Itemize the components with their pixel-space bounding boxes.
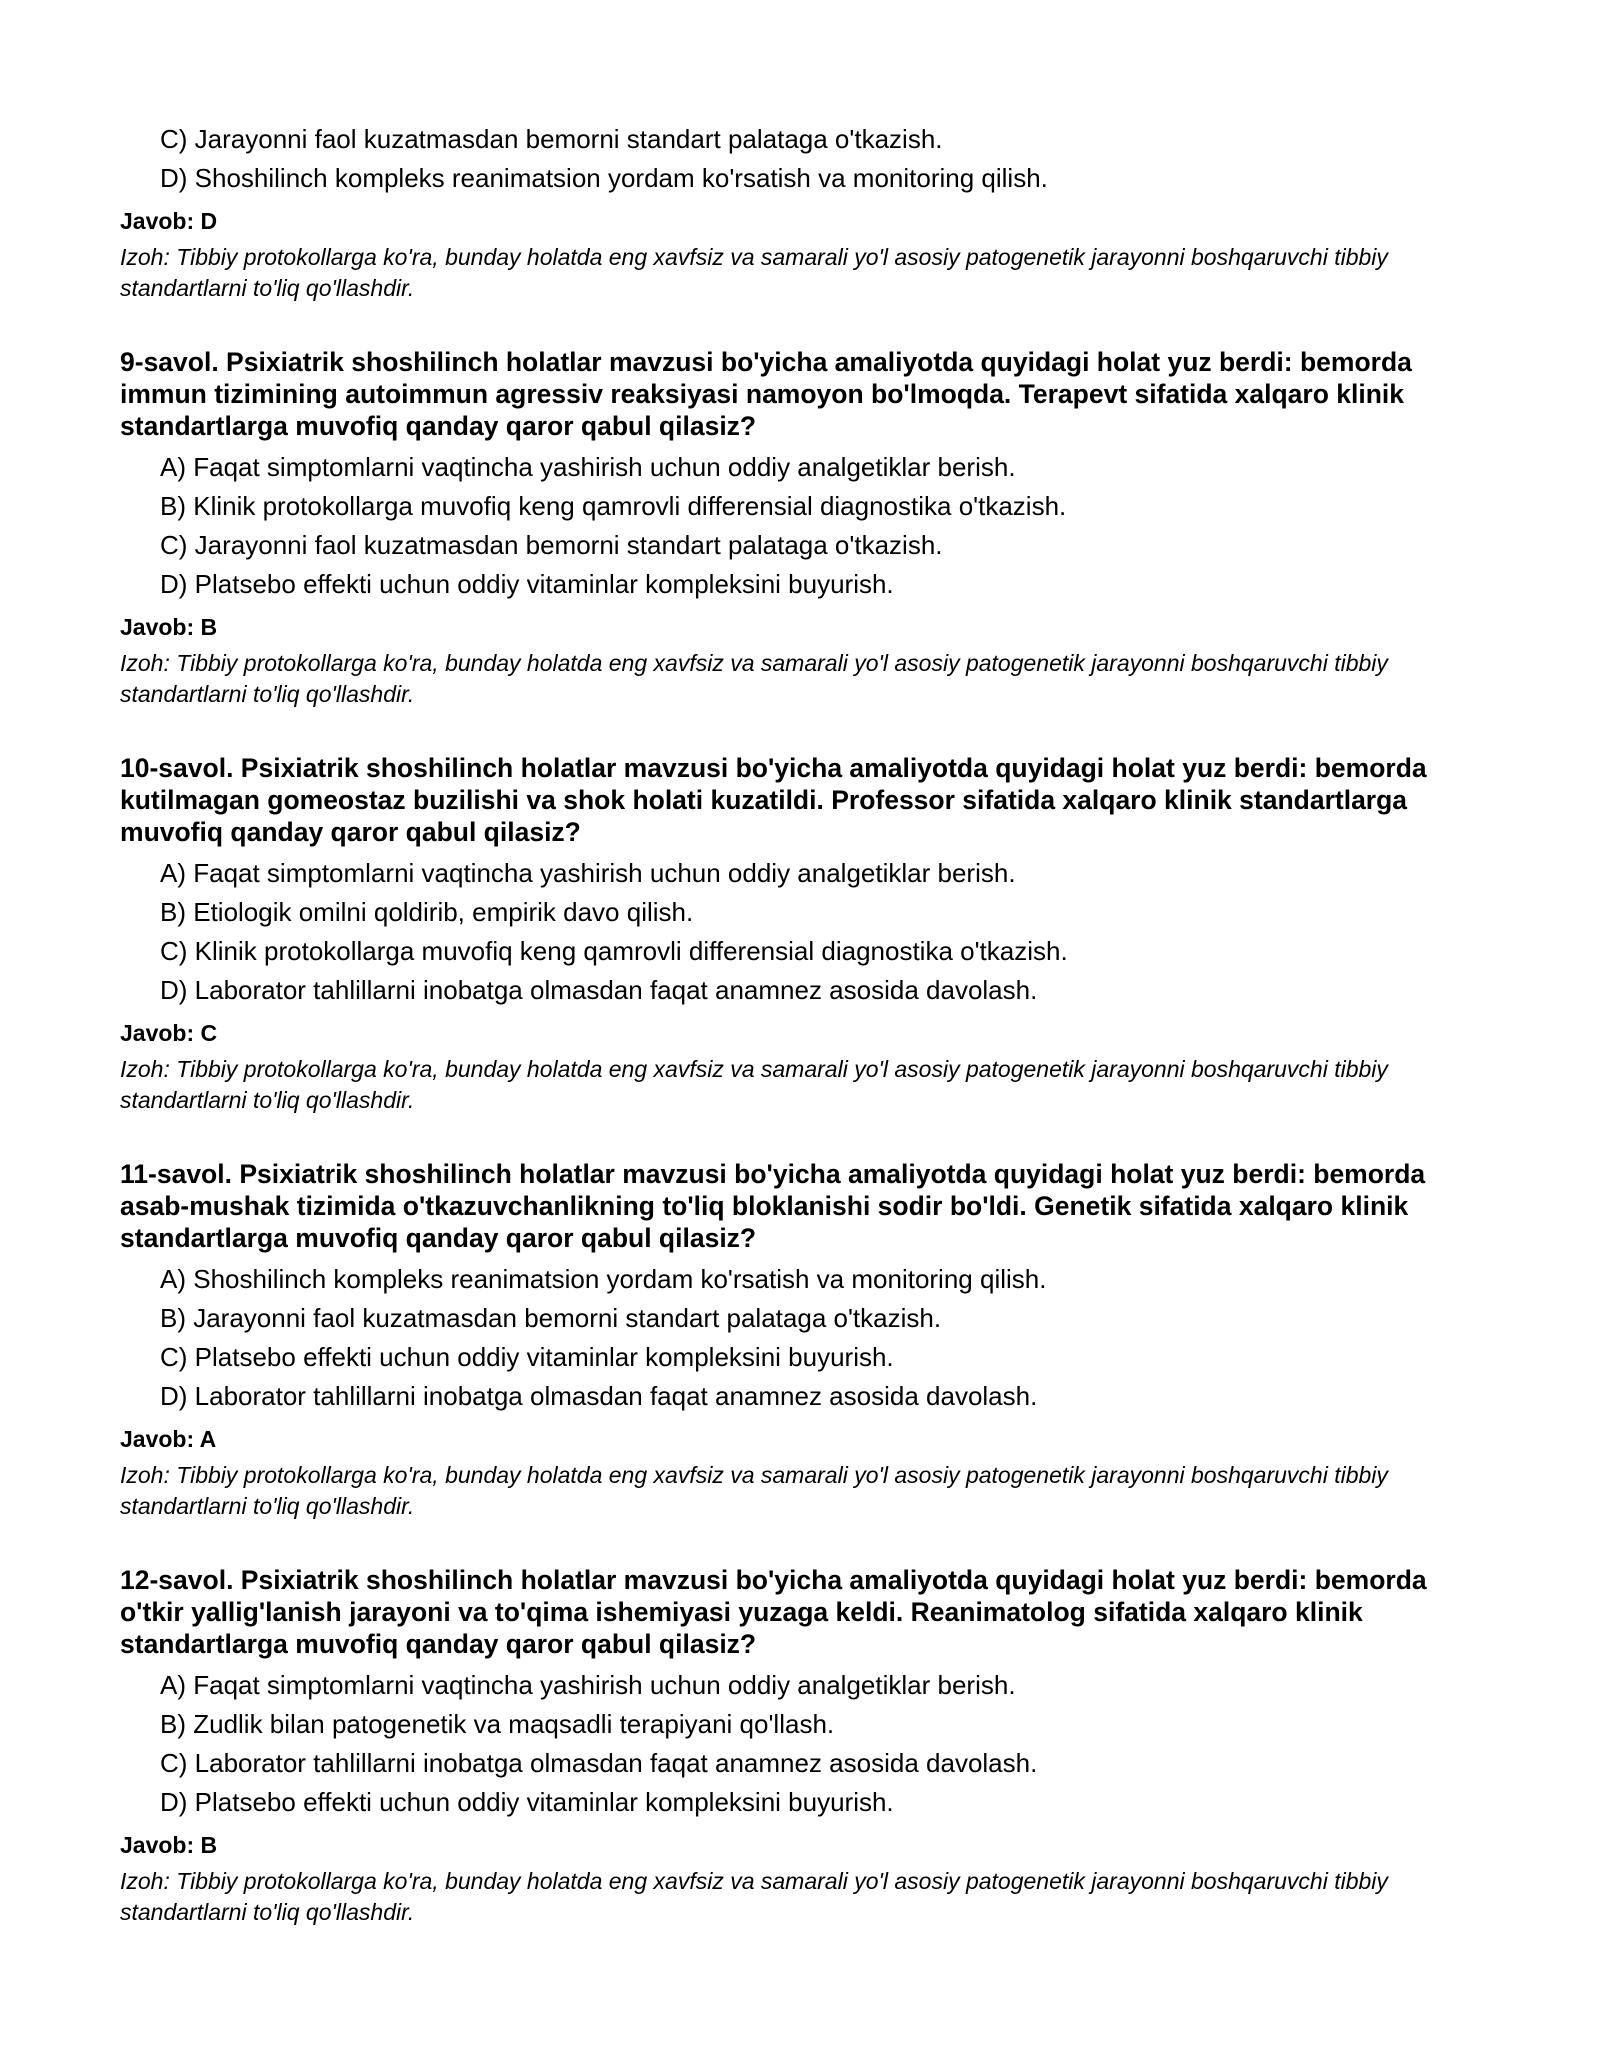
question-text: 9-savol. Psixiatrik shoshilinch holatlar mavzusi bo'yicha amaliyotda quyidagi holat yuz berdi: bemorda immun tizimining autoimmun agressiv reaksiyasi namoyon bo'lmoqda. Terapevt sifatida xalqaro klinik standartlarga muvofiq qanday qaror qabul qilasiz? (120, 347, 1412, 441)
option-c: C) Jarayonni faol kuzatmasdan bemorni standart palataga o'tkazish. (160, 530, 943, 560)
option-c: C) Jarayonni faol kuzatmasdan bemorni standart palataga o'tkazish. (160, 124, 943, 154)
answer-options (120, 120, 1480, 198)
question-11 (120, 1158, 1480, 1522)
answer-key: Javob: A (120, 1426, 217, 1452)
question-10 (120, 752, 1480, 1116)
explanation-note: Izoh: Tibbiy protokollarga ko'ra, bunday holatda eng xavfsiz va samarali yo'l asosiy patogenetik jarayonni boshqaruvchi tibbiy standartlarni to'liq qo'llashdir. (120, 650, 1388, 707)
option-a: A) Faqat simptomlarni vaqtincha yashirish uchun oddiy analgetiklar berish. (160, 858, 1016, 888)
answer-key: Javob: D (120, 208, 218, 234)
question-text: 11-savol. Psixiatrik shoshilinch holatlar mavzusi bo'yicha amaliyotda quyidagi holat yuz berdi: bemorda asab-mushak tizimida o'tkazuvchanlikning to'liq bloklanishi sodir bo'ldi. Genetik sifatida xalqaro klinik standartlarga muvofiq qanday qaror qabul qilasiz? (120, 1159, 1426, 1253)
answer-key: Javob: B (120, 614, 218, 640)
option-c: C) Laborator tahlillarni inobatga olmasdan faqat anamnez asosida davolash. (160, 1748, 1038, 1778)
explanation-note: Izoh: Tibbiy protokollarga ko'ra, bunday holatda eng xavfsiz va samarali yo'l asosiy patogenetik jarayonni boshqaruvchi tibbiy standartlarni to'liq qo'llashdir. (120, 1056, 1388, 1113)
answer-key: Javob: C (120, 1020, 218, 1046)
answer-options (120, 448, 1480, 604)
explanation-note: Izoh: Tibbiy protokollarga ko'ra, bunday holatda eng xavfsiz va samarali yo'l asosiy patogenetik jarayonni boshqaruvchi tibbiy standartlarni to'liq qo'llashdir. (120, 1868, 1388, 1925)
option-c: C) Klinik protokollarga muvofiq keng qamrovli differensial diagnostika o'tkazish. (160, 936, 1068, 966)
document-page (120, 120, 1480, 1928)
option-b: B) Jarayonni faol kuzatmasdan bemorni standart palataga o'tkazish. (160, 1303, 942, 1333)
option-b: B) Etiologik omilni qoldirib, empirik davo qilish. (160, 897, 694, 927)
question-text: 10-savol. Psixiatrik shoshilinch holatlar mavzusi bo'yicha amaliyotda quyidagi holat yuz berdi: bemorda kutilmagan gomeostaz buzilishi va shok holati kuzatildi. Professor sifatida xalqaro klinik standartlarga muvofiq qanday qaror qabul qilasiz? (120, 753, 1427, 847)
option-b: B) Zudlik bilan patogenetik va maqsadli terapiyani qo'llash. (160, 1709, 835, 1739)
option-a: A) Faqat simptomlarni vaqtincha yashirish uchun oddiy analgetiklar berish. (160, 1670, 1016, 1700)
question-text: 12-savol. Psixiatrik shoshilinch holatlar mavzusi bo'yicha amaliyotda quyidagi holat yuz berdi: bemorda o'tkir yallig'lanish jarayoni va to'qima ishemiyasi yuzaga keldi. Reanimatolog sifatida xalqaro klinik standartlarga muvofiq qanday qaror qabul qilasiz? (120, 1565, 1427, 1659)
explanation-note: Izoh: Tibbiy protokollarga ko'ra, bunday holatda eng xavfsiz va samarali yo'l asosiy patogenetik jarayonni boshqaruvchi tibbiy standartlarni to'liq qo'llashdir. (120, 244, 1388, 301)
option-d: D) Laborator tahlillarni inobatga olmasdan faqat anamnez asosida davolash. (160, 1381, 1038, 1411)
answer-options (120, 1666, 1480, 1822)
question-8-continuation (120, 120, 1480, 304)
answer-key: Javob: B (120, 1832, 218, 1858)
question-9 (120, 346, 1480, 710)
answer-options (120, 854, 1480, 1010)
option-b: B) Klinik protokollarga muvofiq keng qamrovli differensial diagnostika o'tkazish. (160, 491, 1067, 521)
explanation-note: Izoh: Tibbiy protokollarga ko'ra, bunday holatda eng xavfsiz va samarali yo'l asosiy patogenetik jarayonni boshqaruvchi tibbiy standartlarni to'liq qo'llashdir. (120, 1462, 1388, 1519)
option-d: D) Laborator tahlillarni inobatga olmasdan faqat anamnez asosida davolash. (160, 975, 1038, 1005)
option-d: D) Platsebo effekti uchun oddiy vitaminlar kompleksini buyurish. (160, 1787, 894, 1817)
option-a: A) Faqat simptomlarni vaqtincha yashirish uchun oddiy analgetiklar berish. (160, 452, 1016, 482)
option-d: D) Shoshilinch kompleks reanimatsion yordam ko'rsatish va monitoring qilish. (160, 163, 1048, 193)
option-a: A) Shoshilinch kompleks reanimatsion yordam ko'rsatish va monitoring qilish. (160, 1264, 1047, 1294)
answer-options (120, 1260, 1480, 1416)
question-12 (120, 1564, 1480, 1928)
option-d: D) Platsebo effekti uchun oddiy vitaminlar kompleksini buyurish. (160, 569, 894, 599)
option-c: C) Platsebo effekti uchun oddiy vitaminlar kompleksini buyurish. (160, 1342, 894, 1372)
